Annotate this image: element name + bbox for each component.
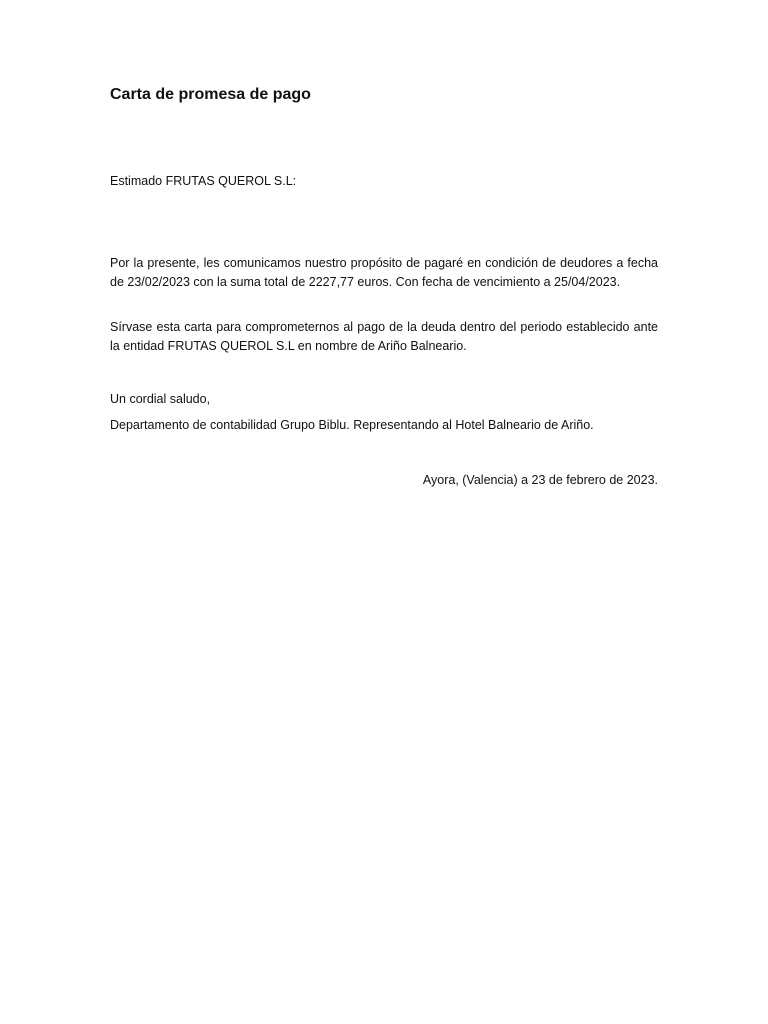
letter-signature: Departamento de contabilidad Grupo Biblu. Representando al Hotel Balneario de Ariño. (110, 418, 594, 432)
letter-closing: Un cordial saludo, (110, 392, 211, 406)
letter-paragraph-1: Por la presente, les comunicamos nuestro propósito de pagaré en condición de deudores a fecha de 23/02/2023 con la suma total de 2227,77 euros. Con fecha de vencimiento a 25/04/2023. (110, 256, 658, 289)
letter-title: Carta de promesa de pago (110, 86, 311, 103)
letter-greeting: Estimado FRUTAS QUEROL S.L: (110, 174, 297, 188)
letter-paragraph-2: Sírvase esta carta para comprometernos al pago de la deuda dentro del periodo establecido ante la entidad FRUTAS QUEROL S.L en nombre de Ariño Balneario. (110, 320, 658, 353)
letter-place-date: Ayora, (Valencia) a 23 de febrero de 2023. (422, 473, 658, 487)
